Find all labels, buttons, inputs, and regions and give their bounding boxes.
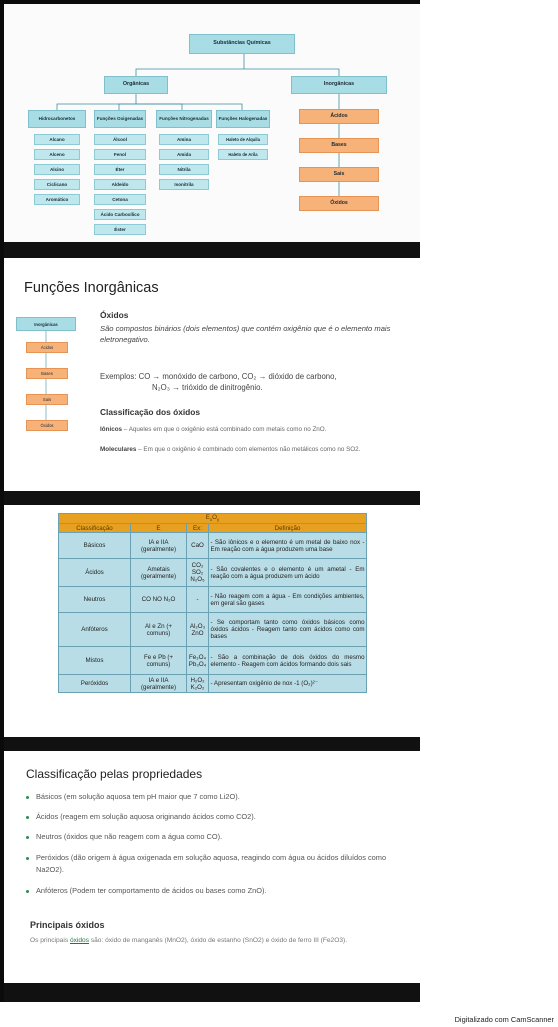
col-header: Ex: [187, 524, 209, 533]
col-header: Definição [209, 524, 367, 533]
camscanner-watermark: Digitalizado com CamScanner [454, 1015, 554, 1024]
tree-item: Fenol [94, 149, 146, 160]
examples-line-1: Exemplos: CO → monóxido de carbono, CO₂ → dióxido de carbono, [100, 372, 337, 381]
oxidos-link[interactable]: óxidos [69, 937, 90, 944]
mini-item: Ácidos [26, 342, 68, 353]
tree-item: Alcino [34, 164, 80, 175]
table-cell-name: Mistos [59, 647, 131, 675]
tree-item: Sais [299, 167, 379, 182]
table-cell-e: Ametais (geralmente) [131, 559, 187, 587]
bullet-dot-icon [26, 836, 29, 839]
tree-halogenadas: Funções Halogenadas [216, 110, 270, 128]
tree-item: Aldeído [94, 179, 146, 190]
formula-header: $E_xO_y$ [59, 514, 367, 524]
principais-heading: Principais óxidos [30, 920, 105, 930]
bullet-dot-icon [26, 857, 29, 860]
tree-organicas: Orgânicas [104, 76, 168, 94]
table-row [59, 533, 367, 559]
ionicos-text [100, 425, 412, 434]
tree-item: Alceno [34, 149, 80, 160]
bullet-item: Anfóteros (Podem ter comportamento de ácidos ou bases como ZnO). [26, 885, 404, 897]
tree-item: Amina [159, 134, 209, 145]
table-cell-def: - São iônicos e o elemento é um metal de baixo nox - Em reação com a água produzem uma base [209, 533, 367, 559]
scan-gap [4, 242, 420, 258]
tree-item: Aromático [34, 194, 80, 205]
col-header: E [131, 524, 187, 533]
table-cell-name: Neutros [59, 587, 131, 613]
propriedades-panel [4, 751, 420, 983]
tree-oxigenadas: Funções Oxigenadas [94, 110, 146, 128]
tree-item: Óxidos [299, 196, 379, 211]
foot-prefix: Os principais [30, 937, 70, 944]
section-title: Classificação pelas propriedades [26, 767, 203, 781]
tree-item: Alcano [34, 134, 80, 145]
bullet-item: Neutros (óxidos que não reagem com a água como CO). [26, 831, 404, 843]
classification-heading: Classificação dos óxidos [100, 407, 201, 417]
tree-item: Haleto de Alquila [218, 134, 268, 145]
tree-hidrocarbonetos: Hidrocarbonetos [28, 110, 86, 128]
funcoes-inorganicas-panel [4, 258, 420, 491]
tree-item: Nitrila [159, 164, 209, 175]
mini-item: Sais [26, 394, 68, 405]
table-cell-def: - Apresentam oxigênio de nox -1 (O₂)²⁻ [209, 675, 367, 693]
oxides-table-panel [4, 505, 420, 737]
table-row [59, 559, 367, 587]
mini-item: Bases [26, 368, 68, 379]
table-row [59, 647, 367, 675]
table-cell-e: Fe e Pb (+ comuns) [131, 647, 187, 675]
table-cell-name: Básicos [59, 533, 131, 559]
table-cell-ex: CaO [187, 533, 209, 559]
tree-item: Haleto de Arila [218, 149, 268, 160]
tree-item: Amida [159, 149, 209, 160]
tree-item: Cetona [94, 194, 146, 205]
bullet-dot-icon [26, 796, 29, 799]
table-cell-e: IA e IIA (geralmente) [131, 675, 187, 693]
bullet-dot-icon [26, 816, 29, 819]
tree-item: Éter [94, 164, 146, 175]
table-cell-ex: Fe₃O₄ Pb₃O₄ [187, 647, 209, 675]
table-row [59, 675, 367, 693]
ionicos-desc: – Aqueles em que o oxigênio está combinado com metais como no ZnO. [122, 426, 327, 433]
page-title: Funções Inorgânicas [24, 280, 159, 296]
scan-gap [4, 491, 420, 505]
oxides-table [58, 513, 367, 693]
examples-line-2: N₂O₃ → trióxido de dinitrogênio. [152, 383, 263, 392]
table-cell-name: Ácidos [59, 559, 131, 587]
table-cell-name: Peróxidos [59, 675, 131, 693]
tree-nitrogenadas: Funções Nitrogenadas [156, 110, 212, 128]
table-row [59, 613, 367, 647]
bullet-item: Peróxidos (dão origem à água oxigenada em solução aquosa, reagindo com água ou ácidos diluídos como Na2O2). [26, 852, 404, 876]
chemistry-tree-panel [4, 4, 420, 242]
table-cell-e: IA e IIA (geralmente) [131, 533, 187, 559]
tree-item: Bases [299, 138, 379, 153]
ionicos-label: Iônicos [100, 426, 123, 433]
mini-root: Inorgânicas [16, 317, 76, 331]
table-cell-ex: H₂O₂ K₂O₂ [187, 675, 209, 693]
table-cell-ex: - [187, 587, 209, 613]
table-cell-def: - São covalentes e o elemento é um ametal - Em reação com a água produzem um ácido [209, 559, 367, 587]
tree-item: Ácidos [299, 109, 379, 124]
moleculares-label: Moleculares [100, 446, 137, 453]
tree-root: Substâncias Químicas [189, 34, 295, 54]
principais-text [30, 935, 408, 946]
bullet-item: Ácidos (reagem em solução aquosa originando ácidos como CO2). [26, 811, 404, 823]
table-cell-def: - São a combinação de dois óxidos do mesmo elemento - Reagem com ácidos formando dois sais [209, 647, 367, 675]
scan-gap [4, 983, 420, 1002]
foot-rest: são: óxido de manganês (MnO2), óxido de estanho (SnO2) e óxido de ferro III (Fe2O3). [89, 937, 348, 944]
table-cell-e: Al e Zn (+ comuns) [131, 613, 187, 647]
tree-item: Éster [94, 224, 146, 235]
moleculares-desc: – Em que o oxigênio é combinado com elementos não metálicos como no SO2. [136, 446, 361, 453]
oxidos-heading: Óxidos [100, 310, 129, 320]
table-cell-e: CO NO N₂O [131, 587, 187, 613]
tree-item: Isonitrila [159, 179, 209, 190]
oxidos-definition: São compostos binários (dois elementos) que contém oxigênio que é o elemento mais eletronegativo. [100, 324, 391, 344]
table-cell-name: Anfóteros [59, 613, 131, 647]
tree-item: Álcool [94, 134, 146, 145]
mini-item: Óxidos [26, 420, 68, 431]
col-header: Classificação [59, 524, 131, 533]
table-cell-ex: Al₂O₃ ZnO [187, 613, 209, 647]
bullet-item: Básicos (em solução aquosa tem pH maior que 7 como Li2O). [26, 791, 404, 803]
moleculares-text [100, 445, 412, 454]
tree-item: Ácido Carboxílico [94, 209, 146, 220]
table-cell-def: - Não reagem com a água - Em condições ambientes, em geral são gases [209, 587, 367, 613]
tree-item: Ciclicano [34, 179, 80, 190]
tree-inorganicas: Inorgânicas [291, 76, 387, 94]
table-cell-def: - Se comportam tanto como óxidos básicos como óxidos ácidos - Reagem tanto com ácidos como com bases [209, 613, 367, 647]
bullet-dot-icon [26, 890, 29, 893]
scan-gap [4, 737, 420, 751]
table-cell-ex: CO₂ SO₂ N₂O₅ [187, 559, 209, 587]
table-row [59, 587, 367, 613]
